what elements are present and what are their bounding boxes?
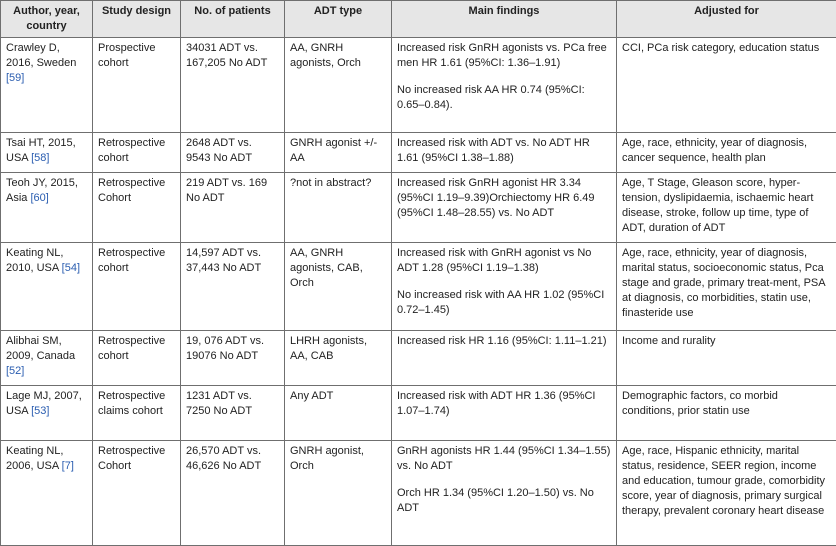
cell-findings xyxy=(392,133,617,173)
cell-adt-type: LHRH agonists, AA, CAB xyxy=(285,331,392,386)
cell-author xyxy=(1,441,93,546)
cell-design: Retrospective Cohort xyxy=(93,173,181,243)
cell-findings xyxy=(392,386,617,441)
header-findings: Main findings xyxy=(392,1,617,38)
finding-text: GnRH agonists HR 1.44 (95%CI 1.34–1.55) vs. No ADT xyxy=(397,444,611,474)
cell-adt-type: ?not in abstract? xyxy=(285,173,392,243)
cell-adjusted: Income and rurality xyxy=(617,331,836,386)
header-design: Study design xyxy=(93,1,181,38)
finding-text: Increased risk with GnRH agonist vs No ADT 1.28 (95%CI 1.19–1.38) xyxy=(397,246,611,276)
cell-patients: 26,570 ADT vs. 46,626 No ADT xyxy=(181,441,285,546)
cell-findings xyxy=(392,331,617,386)
cell-adt-type: Any ADT xyxy=(285,386,392,441)
cell-patients: 2648 ADT vs. 9543 No ADT xyxy=(181,133,285,173)
header-patients: No. of patients xyxy=(181,1,285,38)
cell-findings xyxy=(392,173,617,243)
cell-adjusted: Demographic factors, co morbid conditions, prior statin use xyxy=(617,386,836,441)
cell-adt-type: AA, GNRH agonists, Orch xyxy=(285,38,392,133)
cell-patients: 19, 076 ADT vs. 19076 No ADT xyxy=(181,331,285,386)
author-text: Alibhai SM, 2009, Canada xyxy=(6,335,75,362)
cell-findings xyxy=(392,441,617,546)
finding-text: Increased risk HR 1.16 (95%CI: 1.11–1.21) xyxy=(397,334,611,349)
cell-design: Prospective cohort xyxy=(93,38,181,133)
cell-design: Retrospective cohort xyxy=(93,243,181,331)
cell-adt-type: GNRH agonist, Orch xyxy=(285,441,392,546)
reference-link[interactable]: [52] xyxy=(6,365,24,377)
table-row xyxy=(1,38,836,133)
author-text: Crawley D, 2016, Sweden xyxy=(6,42,76,69)
reference-link[interactable]: [53] xyxy=(31,405,49,417)
cell-design: Retrospective Cohort xyxy=(93,441,181,546)
cell-patients: 1231 ADT vs. 7250 No ADT xyxy=(181,386,285,441)
author-text: Lage MJ, 2007, USA xyxy=(6,390,82,417)
table-row xyxy=(1,173,836,243)
header-adjusted: Adjusted for xyxy=(617,1,836,38)
header-adt-type: ADT type xyxy=(285,1,392,38)
cell-adt-type: GNRH agonist +/- AA xyxy=(285,133,392,173)
cell-author xyxy=(1,38,93,133)
cell-adt-type: AA, GNRH agonists, CAB, Orch xyxy=(285,243,392,331)
table-row xyxy=(1,441,836,546)
reference-link[interactable]: [60] xyxy=(30,192,48,204)
author-text: Keating NL, 2006, USA xyxy=(6,445,63,472)
reference-link[interactable]: [58] xyxy=(31,152,49,164)
finding-text: Increased risk GnRH agonists vs. PCa free men HR 1.61 (95%CI: 1.36–1.91) xyxy=(397,41,611,71)
table-row xyxy=(1,386,836,441)
cell-author xyxy=(1,331,93,386)
finding-text: Increased risk with ADT vs. No ADT HR 1.61 (95%CI 1.38–1.88) xyxy=(397,136,611,166)
cell-adjusted: Age, T Stage, Gleason score, hyper-tension, dyslipidaemia, ischaemic heart disease, stroke, follow up time, type of ADT, duration of ADT xyxy=(617,173,836,243)
cell-patients: 219 ADT vs. 169 No ADT xyxy=(181,173,285,243)
cell-design: Retrospective cohort xyxy=(93,331,181,386)
cell-design: Retrospective claims cohort xyxy=(93,386,181,441)
cell-author xyxy=(1,133,93,173)
finding-text: Increased risk with ADT HR 1.36 (95%CI 1.07–1.74) xyxy=(397,389,611,419)
cell-adjusted: Age, race, ethnicity, year of diagnosis, marital status, socioeconomic status, Pca stage and grade, primary treat-ment, PSA at diagnosis, co morbidities, statin use, finasteride use xyxy=(617,243,836,331)
finding-text: No increased risk AA HR 0.74 (95%CI: 0.65–0.84). xyxy=(397,83,611,113)
reference-link[interactable]: [54] xyxy=(62,262,80,274)
table-row xyxy=(1,331,836,386)
cell-adjusted: Age, race, ethnicity, year of diagnosis, cancer sequence, health plan xyxy=(617,133,836,173)
cell-design: Retrospective cohort xyxy=(93,133,181,173)
cell-author xyxy=(1,173,93,243)
author-text: Keating NL, 2010, USA xyxy=(6,247,63,274)
cell-adjusted: CCI, PCa risk category, education status xyxy=(617,38,836,133)
table-row xyxy=(1,133,836,173)
cell-author xyxy=(1,386,93,441)
cell-patients: 34031 ADT vs. 167,205 No ADT xyxy=(181,38,285,133)
author-text: Teoh JY, 2015, Asia xyxy=(6,177,78,204)
cell-patients: 14,597 ADT vs. 37,443 No ADT xyxy=(181,243,285,331)
cell-adjusted: Age, race, Hispanic ethnicity, marital status, residence, SEER region, income and education, tumour grade, comorbidity score, year of diagnosis, primary surgical therapy, prevalent coronary heart disease xyxy=(617,441,836,546)
finding-text: No increased risk with AA HR 1.02 (95%CI 0.72–1.45) xyxy=(397,288,611,318)
reference-link[interactable]: [7] xyxy=(62,460,74,472)
cell-author xyxy=(1,243,93,331)
cell-findings xyxy=(392,38,617,133)
table-row xyxy=(1,243,836,331)
finding-text: Orch HR 1.34 (95%CI 1.20–1.50) vs. No ADT xyxy=(397,486,611,516)
reference-link[interactable]: [59] xyxy=(6,72,24,84)
finding-text: Increased risk GnRH agonist HR 3.34 (95%CI 1.19–9.39)Orchiectomy HR 6.49 (95%CI 1.48–28.55) vs. No ADT xyxy=(397,176,611,221)
cell-findings xyxy=(392,243,617,331)
header-author: Author, year, country xyxy=(1,1,93,38)
author-text: Tsai HT, 2015, USA xyxy=(6,137,76,164)
header-row xyxy=(1,1,836,38)
